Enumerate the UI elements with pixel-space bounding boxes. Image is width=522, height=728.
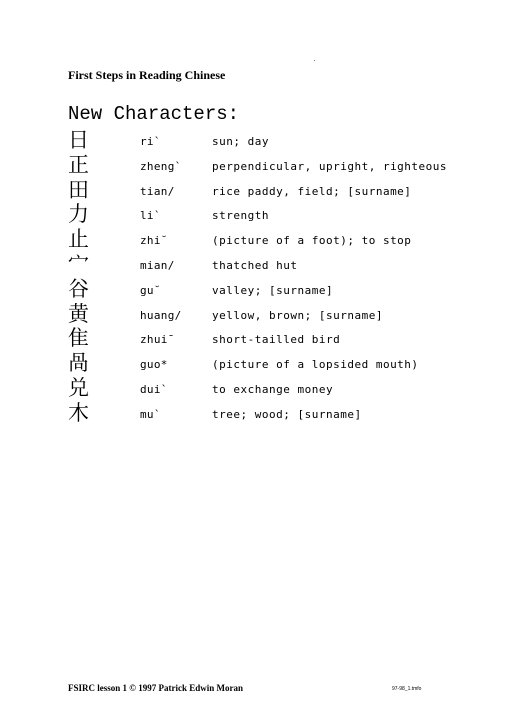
- meaning: thatched hut: [212, 258, 298, 272]
- scan-speck: [314, 60, 315, 61]
- vocab-row: [0, 401, 522, 426]
- meaning: (picture of a lopsided mouth): [212, 358, 419, 372]
- chinese-character: 宀: [68, 251, 89, 276]
- chinese-character: 日: [68, 128, 89, 152]
- vocab-row: [0, 326, 522, 351]
- vocab-row: [0, 128, 522, 153]
- chinese-character: 咼: [68, 351, 89, 376]
- chinese-character: 谷: [68, 276, 89, 301]
- section-title: New Characters:: [68, 103, 240, 125]
- vocab-list: [0, 128, 522, 426]
- vocab-row: [0, 202, 522, 227]
- meaning: yellow, brown; [surname]: [212, 308, 383, 322]
- pinyin: zheng`: [140, 159, 182, 173]
- chinese-character: 力: [68, 202, 89, 227]
- pinyin: zhi˘: [140, 234, 168, 248]
- vocab-row: [0, 178, 522, 203]
- pinyin: gu˘: [140, 283, 161, 297]
- meaning: to exchange money: [212, 382, 334, 396]
- vocab-row: [0, 376, 522, 401]
- meaning: short-tailled bird: [212, 333, 341, 347]
- vocab-row: [0, 351, 522, 376]
- meaning: valley; [surname]: [212, 283, 334, 297]
- vocab-row: [0, 153, 522, 178]
- meaning: perpendicular, upright, righteous: [212, 159, 448, 173]
- chinese-character: 兑: [68, 375, 89, 400]
- footer-file-id: 97-98_1.tmfo: [392, 686, 422, 692]
- chinese-character: 黄: [68, 301, 89, 326]
- pinyin: mian/: [140, 258, 175, 272]
- pinyin: zhui¯: [140, 333, 175, 347]
- pinyin: huang/: [140, 308, 182, 322]
- meaning: (picture of a foot); to stop: [212, 234, 412, 248]
- chinese-character: 田: [68, 177, 89, 202]
- footer-copyright: FSIRC lesson 1 © 1997 Patrick Edwin Moran: [68, 683, 243, 693]
- pinyin: guo*: [140, 358, 168, 372]
- vocab-row: [0, 252, 522, 277]
- vocab-row: [0, 227, 522, 252]
- chinese-character: 正: [68, 152, 89, 177]
- meaning: sun; day: [212, 135, 269, 148]
- pinyin: tian/: [140, 184, 175, 198]
- vocab-row: [0, 302, 522, 327]
- page-header: First Steps in Reading Chinese: [68, 68, 226, 82]
- pinyin: dui`: [140, 382, 168, 396]
- chinese-character: 止: [68, 227, 89, 252]
- chinese-character: 木: [68, 400, 89, 425]
- pinyin: ri`: [140, 135, 161, 148]
- meaning: rice paddy, field; [surname]: [212, 184, 412, 198]
- chinese-character: 隹: [68, 326, 89, 351]
- vocab-row: [0, 277, 522, 302]
- meaning: tree; wood; [surname]: [212, 407, 362, 421]
- pinyin: li`: [140, 209, 161, 223]
- meaning: strength: [212, 209, 269, 223]
- pinyin: mu`: [140, 407, 161, 421]
